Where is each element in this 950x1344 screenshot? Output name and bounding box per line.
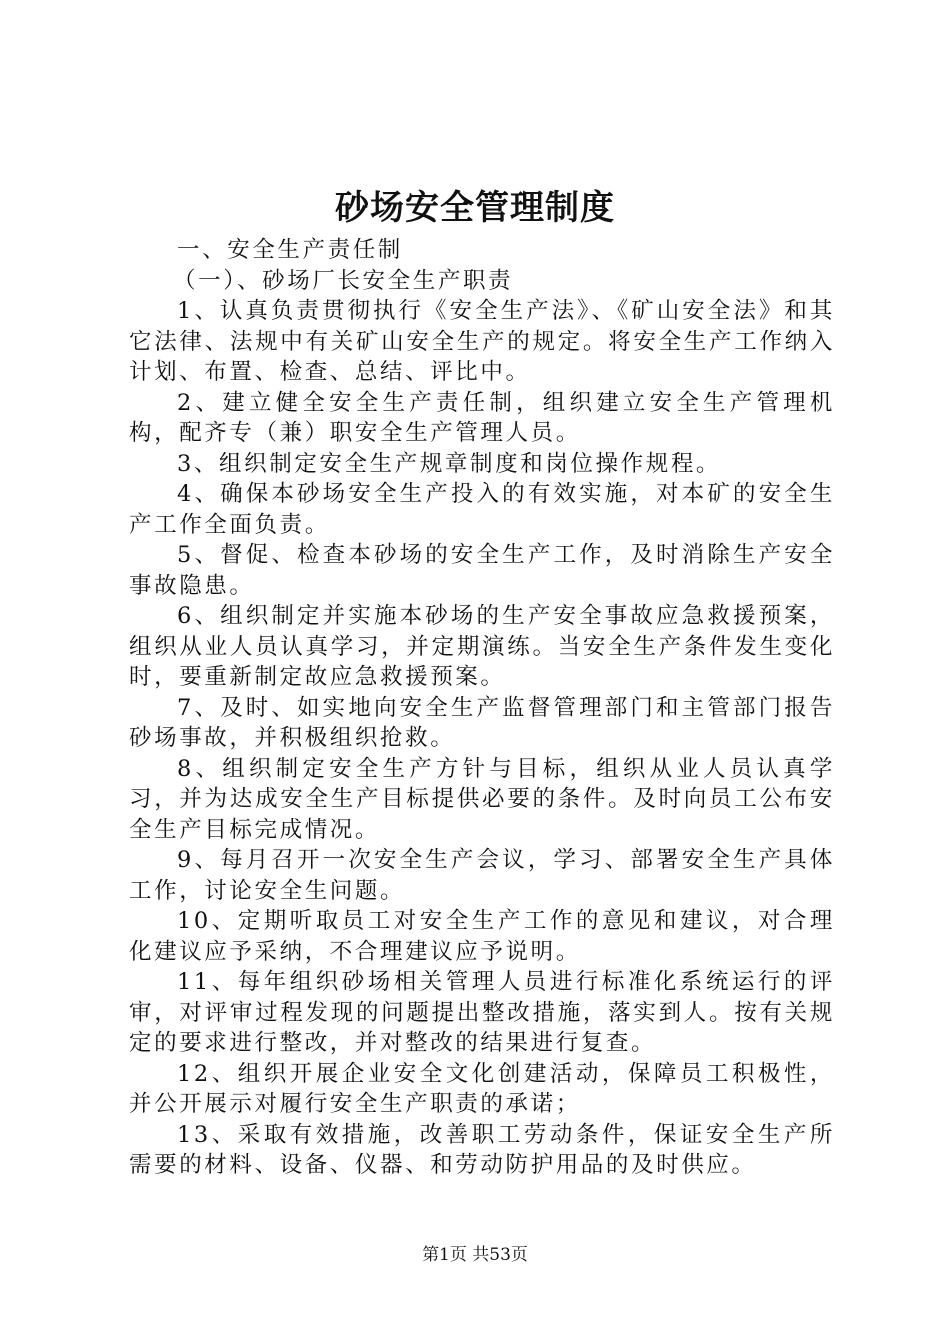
duty-item-12: 12、组织开展企业安全文化创建活动，保障员工积极性，并公开展示对履行安全生产职责的承诺； (129, 1060, 835, 1117)
duty-item-3: 3、组织制定安全生产规章制度和岗位操作规程。 (177, 450, 722, 477)
duty-item-4: 4、确保本砂场安全生产投入的有效实施，对本矿的安全生产工作全面负责。 (129, 481, 835, 538)
duty-item-2: 2、建立健全安全生产责任制，组织建立安全生产管理机构，配齐专（兼）职安全生产管理人员。 (129, 389, 835, 446)
duty-item-7: 7、及时、如实地向安全生产监督管理部门和主管部门报告砂场事故，并积极组织抢救。 (129, 694, 835, 751)
duty-item-6: 6、组织制定并实施本砂场的生产安全事故应急救援预案，组织从业人员认真学习，并定期演练。当安全生产条件发生变化时，要重新制定故应急救援预案。 (129, 603, 835, 690)
duty-item-1: 1、认真负责贯彻执行《安全生产法》、《矿山安全法》和其它法律、法规中有关矿山安全生产的规定。将安全生产工作纳入计划、布置、检查、总结、评比中。 (129, 298, 835, 385)
duty-item-5: 5、督促、检查本砂场的安全生产工作，及时消除生产安全事故隐患。 (129, 542, 835, 599)
duty-item-10: 10、定期听取员工对安全生产工作的意见和建议，对合理化建议应予采纳，不合理建议应予说明。 (129, 908, 835, 965)
duty-item-11: 11、每年组织砂场相关管理人员进行标准化系统运行的评审，对评审过程发现的问题提出整改措施，落实到人。按有关规定的要求进行整改，并对整改的结果进行复查。 (129, 969, 835, 1056)
document-body (129, 235, 835, 1181)
duty-item-13: 13、采取有效措施，改善职工劳动条件，保证安全生产所需要的材料、设备、仪器、和劳动防护用品的及时供应。 (129, 1121, 835, 1178)
page-footer: 第1页 共53页 (422, 1245, 528, 1265)
document-title: 砂场安全管理制度 (335, 188, 615, 228)
section-heading: 一、安全生产责任制 (177, 237, 403, 263)
duty-item-8: 8、组织制定安全生产方针与目标，组织从业人员认真学习，并为达成安全生产目标提供必要的条件。及时向员工公布安全生产目标完成情况。 (129, 755, 835, 843)
subsection-heading: （一）、砂场厂长安全生产职责 (173, 267, 514, 294)
duty-item-9: 9、每月召开一次安全生产会议，学习、部署安全生产具体工作，讨论安全生问题。 (129, 847, 835, 904)
